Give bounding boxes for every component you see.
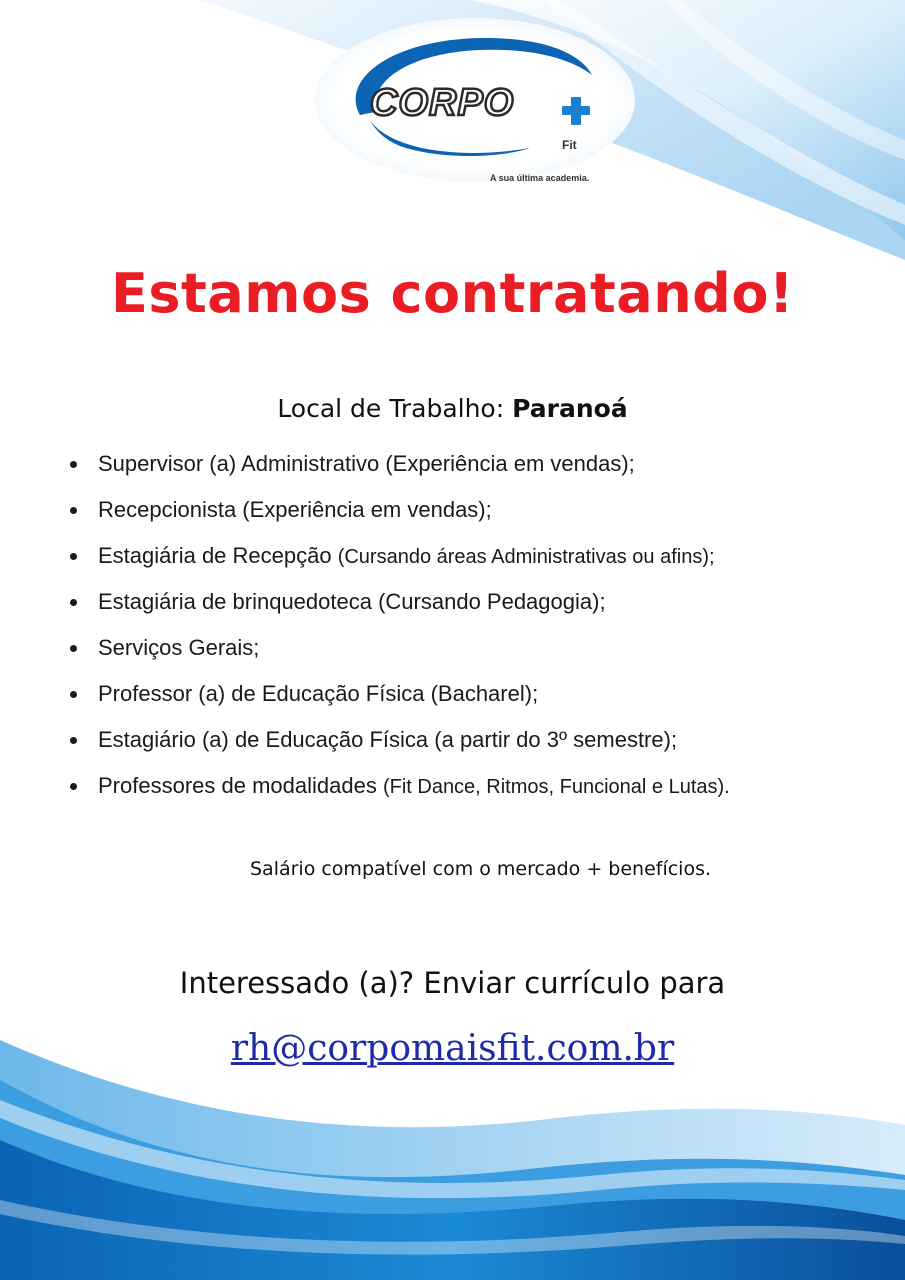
work-location (0, 394, 905, 423)
bullet-icon (70, 645, 77, 652)
list-item: Estagiário (a) de Educação Física (a partir do 3º semestre); (70, 722, 730, 768)
email-link[interactable]: rh@corpomaisfit.com.br (230, 1028, 675, 1069)
bullet-icon (70, 783, 77, 790)
headline: Estamos contratando! (110, 262, 795, 325)
bullet-icon (70, 553, 77, 560)
bullet-icon (70, 599, 77, 606)
list-item: Professor (a) de Educação Física (Bacharel); (70, 676, 730, 722)
list-item: Supervisor (a) Administrativo (Experiência em vendas); (70, 446, 730, 492)
list-item: Serviços Gerais; (70, 630, 730, 676)
application-instruction: Interessado (a)? Enviar currículo para (179, 966, 726, 1000)
logo-tagline: A sua última academia. (490, 173, 590, 183)
bullet-icon (70, 691, 77, 698)
logo (330, 20, 630, 183)
logo-brand-text: CORPO (370, 82, 515, 124)
logo-sub-text: Fit (562, 138, 577, 152)
list-item: Professores de modalidades (Fit Dance, Ritmos, Funcional e Lutas). (70, 768, 730, 814)
list-item: Recepcionista (Experiência em vendas); (70, 492, 730, 538)
bullet-icon (70, 737, 77, 744)
location-place: Paranoá (512, 394, 628, 423)
job-list (70, 446, 730, 814)
salary-note: Salário compatível com o mercado + benefícios. (249, 858, 712, 880)
list-item: Estagiária de brinquedoteca (Cursando Pedagogia); (70, 584, 730, 630)
list-item: Estagiária de Recepção (Cursando áreas Administrativas ou afins); (70, 538, 730, 584)
bullet-icon (70, 461, 77, 468)
bullet-icon (70, 507, 77, 514)
location-label: Local de Trabalho: (277, 394, 513, 423)
